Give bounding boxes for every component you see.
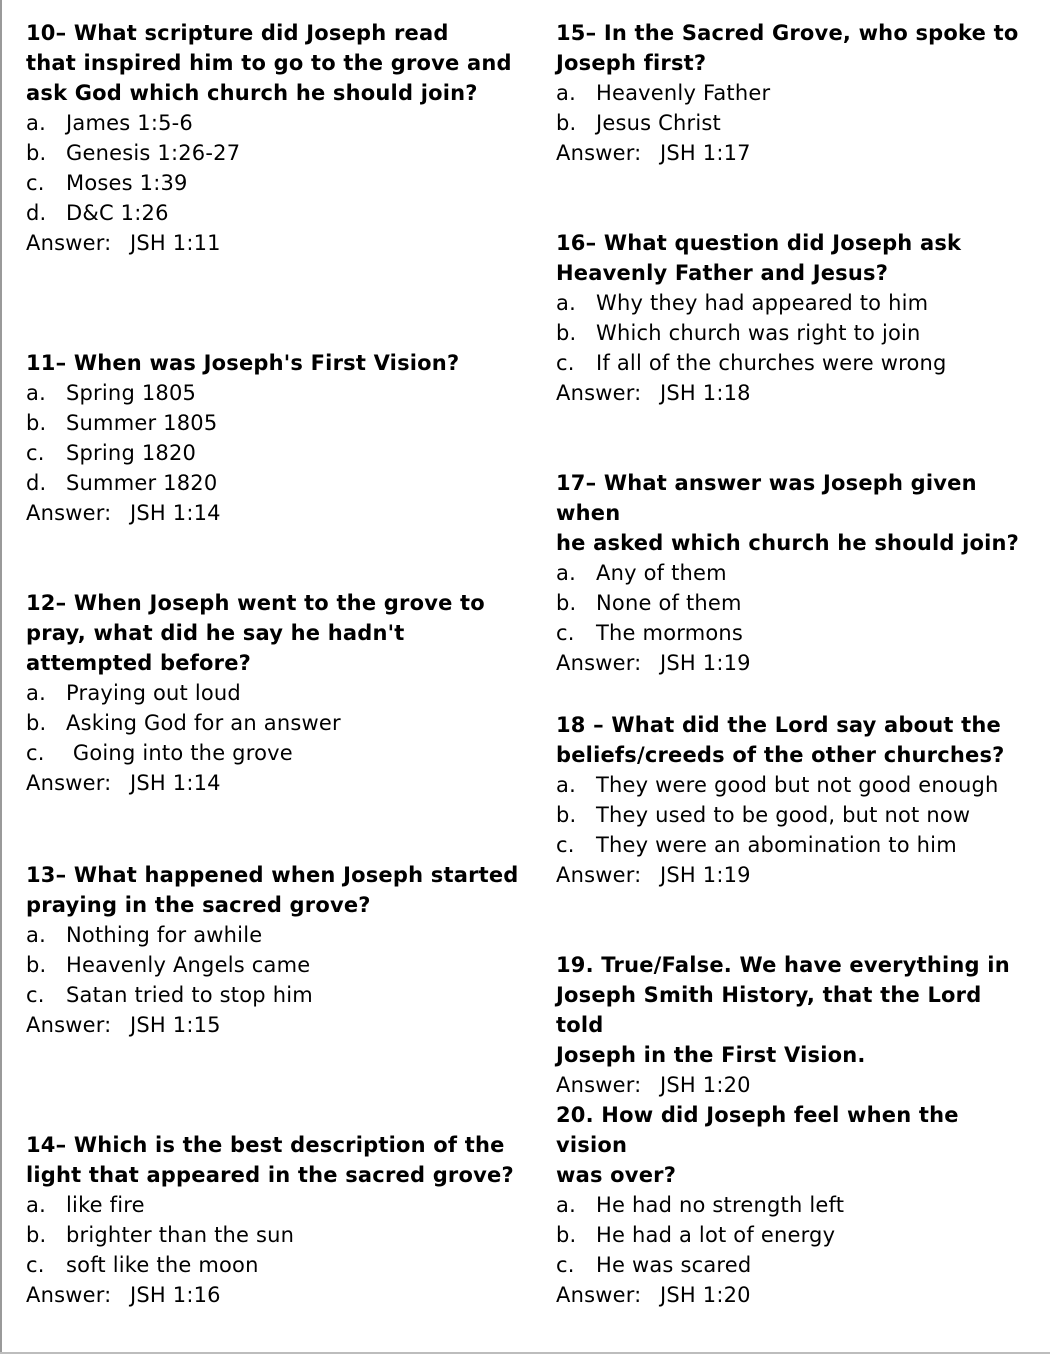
answer-value: JSH 1:15 [130,1013,221,1037]
answer-label: Answer: [26,231,112,255]
question-text-line: beliefs/creeds of the other churches? [556,743,1005,767]
answer-option [26,980,526,1010]
option-letter: b. [26,953,47,977]
answer-reference [556,1280,1036,1310]
question-text-line: 19. True/False. We have everything in [556,953,1010,977]
option-letter: d. [26,201,47,225]
answer-reference [26,1280,526,1310]
option-text: Praying out loud [66,681,241,705]
question-block [556,468,1036,678]
answer-option [556,348,1036,378]
answer-value: JSH 1:14 [130,771,221,795]
answer-option [556,78,1036,108]
question-text-line: was over? [556,1163,677,1187]
answer-value: JSH 1:16 [130,1283,221,1307]
option-text: Nothing for awhile [66,923,263,947]
answer-option [556,770,1036,800]
option-text: Genesis 1:26-27 [66,141,241,165]
answer-reference [556,1070,1036,1100]
option-letter: a. [556,1193,576,1217]
option-text: Why they had appeared to him [596,291,929,315]
option-letter: c. [556,1253,575,1277]
option-text: Heavenly Father [596,81,771,105]
answer-value: JSH 1:18 [660,381,751,405]
option-text: Moses 1:39 [66,171,188,195]
answer-option [556,558,1036,588]
option-letter: a. [26,681,46,705]
option-text: Summer 1805 [66,411,218,435]
answer-label: Answer: [556,141,642,165]
option-text: Spring 1820 [66,441,197,465]
option-text: brighter than the sun [66,1223,295,1247]
question-block [26,588,526,798]
option-letter: c. [26,1253,45,1277]
answer-label: Answer: [556,863,642,887]
answer-option [26,378,526,408]
answer-reference [26,1010,526,1040]
answer-option [556,800,1036,830]
answer-option [26,468,526,498]
question-text-line: Joseph in the First Vision. [556,1043,866,1067]
option-letter: d. [26,471,47,495]
answer-option [26,198,526,228]
option-letter: c. [26,741,45,765]
page-left-border [0,0,2,1354]
question-text-line: praying in the sacred grove? [26,893,371,917]
option-text: They used to be good, but not now [596,803,971,827]
answer-value: JSH 1:19 [660,863,751,887]
question-text-line: 14– Which is the best description of the [26,1133,505,1157]
option-text: Going into the grove [66,741,293,765]
question-text-line: light that appeared in the sacred grove? [26,1163,514,1187]
option-letter: a. [26,923,46,947]
answer-option [556,318,1036,348]
option-letter: a. [26,111,46,135]
option-text: soft like the moon [66,1253,259,1277]
answer-reference [26,498,526,528]
answer-option [556,288,1036,318]
answer-option [26,708,526,738]
option-letter: c. [26,983,45,1007]
option-letter: a. [556,773,576,797]
answer-option [556,618,1036,648]
option-text: Which church was right to join [596,321,921,345]
question-block [26,348,526,528]
option-letter: b. [556,1223,577,1247]
option-text: He had a lot of energy [596,1223,836,1247]
option-text: They were good but not good enough [596,773,999,797]
option-letter: b. [26,141,47,165]
option-text: Spring 1805 [66,381,197,405]
answer-reference [556,648,1036,678]
answer-value: JSH 1:14 [130,501,221,525]
option-text: D&C 1:26 [66,201,169,225]
answer-option [26,168,526,198]
option-letter: c. [556,621,575,645]
question-block [556,228,1036,408]
option-text: Jesus Christ [596,111,721,135]
answer-option [26,738,526,768]
option-text: Satan tried to stop him [66,983,313,1007]
question-block [556,710,1036,890]
question-text-line: he asked which church he should join? [556,531,1020,555]
question-text-line: ask God which church he should join? [26,81,478,105]
question-text-line: Joseph first? [556,51,707,75]
answer-option [556,1220,1036,1250]
option-letter: a. [556,561,576,585]
answer-reference [556,378,1036,408]
answer-label: Answer: [556,1283,642,1307]
option-letter: b. [556,321,577,345]
answer-value: JSH 1:11 [130,231,221,255]
option-letter: a. [556,291,576,315]
answer-value: JSH 1:19 [660,651,751,675]
option-text: None of them [596,591,742,615]
option-letter: a. [26,1193,46,1217]
option-text: Any of them [596,561,727,585]
option-text: If all of the churches were wrong [596,351,947,375]
answer-label: Answer: [26,501,112,525]
question-text-line: 17– What answer was Joseph given when [556,471,977,525]
option-text: James 1:5-6 [66,111,193,135]
answer-label: Answer: [26,771,112,795]
option-text: like fire [66,1193,145,1217]
option-letter: c. [26,441,45,465]
answer-value: JSH 1:17 [660,141,751,165]
answer-option [26,1250,526,1280]
answer-option [26,438,526,468]
answer-option [26,920,526,950]
question-text-line: Heavenly Father and Jesus? [556,261,889,285]
answer-value: JSH 1:20 [660,1283,751,1307]
option-letter: b. [556,591,577,615]
question-block [26,1130,526,1310]
option-letter: b. [26,711,47,735]
question-block [556,950,1036,1100]
question-text-line: Joseph Smith History, that the Lord told [556,983,982,1037]
answer-option [26,1190,526,1220]
answer-reference [26,768,526,798]
question-text-line: 18 – What did the Lord say about the [556,713,1001,737]
answer-option [26,950,526,980]
question-text-line: pray, what did he say he hadn't [26,621,405,645]
question-text-line: 16– What question did Joseph ask [556,231,962,255]
option-text: He was scared [596,1253,752,1277]
answer-label: Answer: [556,1073,642,1097]
answer-option [26,138,526,168]
answer-option [26,408,526,438]
option-letter: b. [556,111,577,135]
question-text-line: 20. How did Joseph feel when the vision [556,1103,959,1157]
question-block [26,18,526,258]
option-letter: c. [26,171,45,195]
question-text-line: 11– When was Joseph's First Vision? [26,351,460,375]
question-text-line: 15– In the Sacred Grove, who spoke to [556,21,1019,45]
answer-option [556,1250,1036,1280]
answer-option [556,108,1036,138]
question-text-line: 13– What happened when Joseph started [26,863,519,887]
option-text: The mormons [596,621,744,645]
question-text-line: that inspired him to go to the grove and [26,51,512,75]
answer-reference [556,860,1036,890]
answer-reference [556,138,1036,168]
option-letter: b. [556,803,577,827]
question-block [556,18,1036,168]
question-block [556,1100,1036,1310]
option-letter: b. [26,411,47,435]
answer-label: Answer: [556,381,642,405]
question-block [26,860,526,1040]
option-text: Summer 1820 [66,471,218,495]
option-text: Heavenly Angels came [66,953,311,977]
answer-label: Answer: [26,1013,112,1037]
answer-option [26,1220,526,1250]
option-letter: b. [26,1223,47,1247]
question-text-line: attempted before? [26,651,252,675]
answer-option [26,678,526,708]
question-text-line: 10– What scripture did Joseph read [26,21,449,45]
answer-option [556,830,1036,860]
answer-label: Answer: [556,651,642,675]
option-letter: c. [556,351,575,375]
option-text: Asking God for an answer [66,711,341,735]
option-letter: a. [556,81,576,105]
option-text: They were an abomination to him [596,833,957,857]
option-text: He had no strength left [596,1193,845,1217]
answer-option [26,108,526,138]
answer-option [556,1190,1036,1220]
question-text-line: 12– When Joseph went to the grove to [26,591,485,615]
answer-label: Answer: [26,1283,112,1307]
answer-reference [26,228,526,258]
answer-value: JSH 1:20 [660,1073,751,1097]
option-letter: a. [26,381,46,405]
answer-option [556,588,1036,618]
option-letter: c. [556,833,575,857]
